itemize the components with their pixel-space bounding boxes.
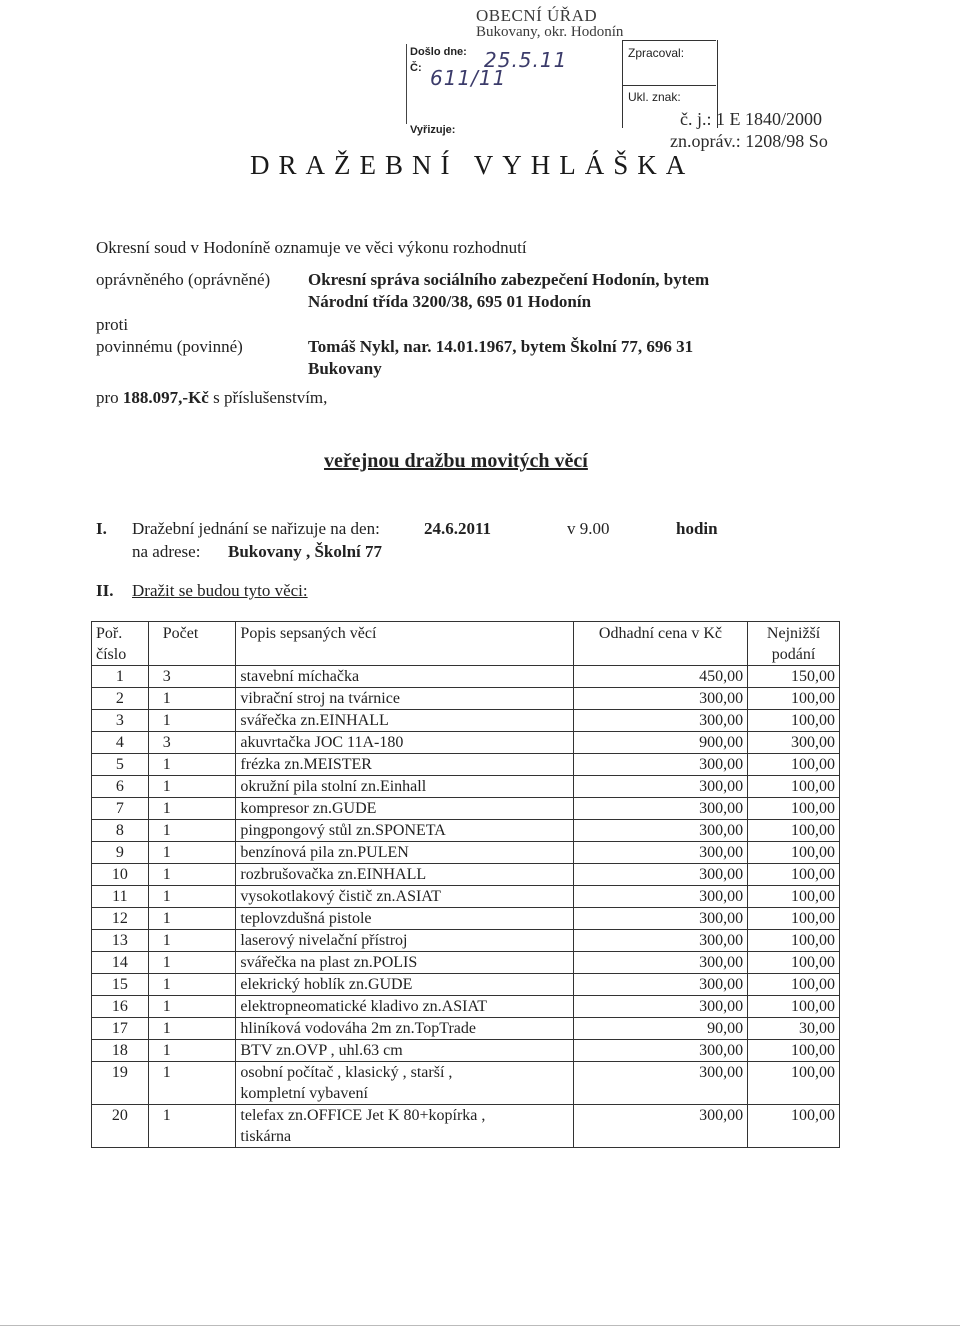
- table-row: [92, 996, 840, 1018]
- cell-description: frézka zn.MEISTER: [236, 754, 573, 776]
- stamp-divider-top: [622, 40, 716, 41]
- cell-count: 1: [148, 798, 236, 820]
- cell-count: 1: [148, 1018, 236, 1040]
- cell-order-number: 2: [92, 688, 149, 710]
- description-line2: kompletní vybavení: [240, 1085, 368, 1102]
- cell-order-number: 18: [92, 1040, 149, 1062]
- cell-description: elektropneomatické kladivo zn.ASIAT: [236, 996, 573, 1018]
- table-row: [92, 710, 840, 732]
- table-row: [92, 930, 840, 952]
- cell-count: 1: [148, 952, 236, 974]
- cell-minimum-bid: 100,00: [748, 952, 840, 974]
- cell-estimated-price: 300,00: [573, 886, 747, 908]
- intro-text: Okresní soud v Hodoníně oznamuje ve věci výkonu rozhodnutí: [96, 238, 527, 257]
- entitled-label: oprávněného (oprávněné): [96, 270, 271, 289]
- cell-order-number: 6: [92, 776, 149, 798]
- cell-description: hliníková vodováha 2m zn.TopTrade: [236, 1018, 573, 1040]
- cell-description: stavební míchačka: [236, 666, 573, 688]
- claim-suffix: s příslušenstvím,: [213, 388, 328, 407]
- table-row: [92, 952, 840, 974]
- cell-count: 1: [148, 1062, 236, 1105]
- stamp-filing-label: Ukl. znak:: [628, 90, 681, 104]
- cell-description: laserový nivelační přístroj: [236, 930, 573, 952]
- cell-minimum-bid: 100,00: [748, 930, 840, 952]
- against-label: proti: [96, 315, 129, 334]
- cell-estimated-price: 300,00: [573, 974, 747, 996]
- cell-description: benzínová pila zn.PULEN: [236, 842, 573, 864]
- auction-time: [567, 519, 610, 539]
- section1-number: I.: [96, 519, 107, 538]
- cell-minimum-bid: 100,00: [748, 798, 840, 820]
- table-row: [92, 864, 840, 886]
- cell-order-number: 15: [92, 974, 149, 996]
- auction-time-value: v 9.00: [567, 519, 610, 538]
- table-row: [92, 886, 840, 908]
- cell-order-number: 5: [92, 754, 149, 776]
- cell-order-number: 11: [92, 886, 149, 908]
- cell-count: 1: [148, 1105, 236, 1148]
- cell-description: elekrický hoblík zn.GUDE: [236, 974, 573, 996]
- cell-order-number: 20: [92, 1105, 149, 1148]
- cell-minimum-bid: 100,00: [748, 864, 840, 886]
- claim-amount: 188.097,-Kč: [122, 388, 209, 407]
- cell-estimated-price: 300,00: [573, 776, 747, 798]
- cell-description: kompresor zn.GUDE: [236, 798, 573, 820]
- auction-date: 24.6.2011: [424, 519, 492, 538]
- cell-estimated-price: 300,00: [573, 996, 747, 1018]
- cell-order-number: 4: [92, 732, 149, 754]
- stamp-ref-number: 611/11: [430, 66, 507, 90]
- cell-estimated-price: 300,00: [573, 930, 747, 952]
- cell-order-number: 13: [92, 930, 149, 952]
- stamp-office-name: OBECNÍ ÚŘAD: [476, 6, 598, 25]
- header-order-number: Poř. číslo: [92, 622, 149, 666]
- header-description: Popis sepsaných věcí: [236, 622, 573, 666]
- table-row: [92, 666, 840, 688]
- cell-description: BTV zn.OVP , uhl.63 cm: [236, 1040, 573, 1062]
- table-row: [92, 908, 840, 930]
- cell-order-number: 12: [92, 908, 149, 930]
- cell-count: 1: [148, 754, 236, 776]
- table-row: [92, 1062, 840, 1105]
- cell-count: 1: [148, 908, 236, 930]
- table-row: [92, 974, 840, 996]
- cell-estimated-price: 300,00: [573, 798, 747, 820]
- section1-label: Dražební jednání se nařizuje na den:: [132, 519, 380, 538]
- cell-count: 1: [148, 996, 236, 1018]
- cell-count: 1: [148, 842, 236, 864]
- cell-estimated-price: 300,00: [573, 820, 747, 842]
- cell-estimated-price: 900,00: [573, 732, 747, 754]
- table-row: [92, 842, 840, 864]
- cell-order-number: 10: [92, 864, 149, 886]
- cell-minimum-bid: 100,00: [748, 1105, 840, 1148]
- cell-description: rozbrušovačka zn.EINHALL: [236, 864, 573, 886]
- cell-minimum-bid: 100,00: [748, 1062, 840, 1105]
- cell-order-number: 8: [92, 820, 149, 842]
- cell-description: [236, 1062, 573, 1105]
- cell-minimum-bid: 100,00: [748, 886, 840, 908]
- cell-description: [236, 1105, 573, 1148]
- stamp-processed-label: Zpracoval:: [628, 46, 685, 60]
- cell-estimated-price: 300,00: [573, 1040, 747, 1062]
- cell-description: akuvrtačka JOC 11A-180: [236, 732, 573, 754]
- table-row: [92, 1018, 840, 1040]
- cell-count: 3: [148, 732, 236, 754]
- cell-description: vibrační stroj na tvárnice: [236, 688, 573, 710]
- table-row: [92, 820, 840, 842]
- claim-prefix: pro: [96, 388, 119, 407]
- cell-description: pingpongový stůl zn.SPONETA: [236, 820, 573, 842]
- cell-estimated-price: 300,00: [573, 1105, 747, 1148]
- cell-count: 1: [148, 776, 236, 798]
- cell-minimum-bid: 100,00: [748, 710, 840, 732]
- header-minimum-bid: Nejnižší podání: [748, 622, 840, 666]
- section2-label: Dražit se budou tyto věci:: [132, 581, 308, 600]
- stamp-attachments-label: Vyřizuje:: [410, 124, 456, 136]
- cell-count: 1: [148, 886, 236, 908]
- page-bottom-rule: [0, 1325, 960, 1326]
- cell-order-number: 1: [92, 666, 149, 688]
- cell-minimum-bid: 100,00: [748, 820, 840, 842]
- stamp-location: Bukovany, okr. Hodonín: [476, 24, 624, 40]
- section2-number: II.: [96, 581, 114, 600]
- document-title: DRAŽEBNÍ VYHLÁŠKA: [250, 150, 695, 180]
- cell-minimum-bid: 100,00: [748, 974, 840, 996]
- cell-estimated-price: 90,00: [573, 1018, 747, 1040]
- cell-order-number: 17: [92, 1018, 149, 1040]
- table-row: [92, 1105, 840, 1148]
- cell-count: 1: [148, 930, 236, 952]
- cell-order-number: 3: [92, 710, 149, 732]
- cell-estimated-price: 300,00: [573, 1062, 747, 1105]
- cell-order-number: 14: [92, 952, 149, 974]
- cell-description: svářečka na plast zn.POLIS: [236, 952, 573, 974]
- description-line1: telefax zn.OFFICE Jet K 80+kopírka ,: [240, 1107, 486, 1124]
- cell-estimated-price: 300,00: [573, 908, 747, 930]
- description-line2: tiskárna: [240, 1128, 292, 1145]
- cell-minimum-bid: 150,00: [748, 666, 840, 688]
- cell-order-number: 7: [92, 798, 149, 820]
- enforcement-number: zn.opráv.: 1208/98 So: [670, 131, 828, 151]
- cell-minimum-bid: 100,00: [748, 776, 840, 798]
- table-row: [92, 732, 840, 754]
- auction-heading: veřejnou dražbu movitých věcí: [324, 450, 588, 472]
- cell-minimum-bid: 30,00: [748, 1018, 840, 1040]
- entitled-party-line1: Okresní správa sociálního zabezpečení Hodonín, bytem: [308, 270, 710, 289]
- cell-count: 1: [148, 1040, 236, 1062]
- cell-estimated-price: 300,00: [573, 688, 747, 710]
- cell-minimum-bid: 100,00: [748, 754, 840, 776]
- entitled-party-line2: Národní třída 3200/38, 695 01 Hodonín: [308, 292, 592, 311]
- claim-line: [96, 388, 327, 408]
- table-row: [92, 776, 840, 798]
- cell-count: 1: [148, 688, 236, 710]
- stamp-received-date: 25.5.11: [484, 48, 568, 72]
- stamp-ref-label: Č:: [410, 62, 422, 74]
- cell-description: okružní pila stolní zn.Einhall: [236, 776, 573, 798]
- cell-estimated-price: 300,00: [573, 754, 747, 776]
- cell-estimated-price: 450,00: [573, 666, 747, 688]
- table-header-row: [92, 622, 840, 666]
- case-number: č. j.: 1 E 1840/2000: [680, 109, 822, 129]
- obliged-party-line2: Bukovany: [308, 359, 382, 378]
- cell-minimum-bid: 100,00: [748, 842, 840, 864]
- cell-minimum-bid: 300,00: [748, 732, 840, 754]
- table-row: [92, 754, 840, 776]
- obliged-label: povinnému (povinné): [96, 337, 243, 356]
- items-table: [91, 621, 840, 1148]
- stamp-received-label: Došlo dne:: [410, 46, 467, 58]
- cell-description: svářečka zn.EINHALL: [236, 710, 573, 732]
- cell-minimum-bid: 100,00: [748, 996, 840, 1018]
- table-row: [92, 1040, 840, 1062]
- cell-order-number: 9: [92, 842, 149, 864]
- cell-order-number: 16: [92, 996, 149, 1018]
- cell-count: 1: [148, 820, 236, 842]
- obliged-party-line1: Tomáš Nykl, nar. 14.01.1967, bytem Školní 77, 696 31: [308, 337, 694, 356]
- cell-order-number: 19: [92, 1062, 149, 1105]
- cell-estimated-price: 300,00: [573, 952, 747, 974]
- cell-minimum-bid: 100,00: [748, 908, 840, 930]
- cell-description: vysokotlakový čistič zn.ASIAT: [236, 886, 573, 908]
- description-line1: osobní počítač , klasický , starší ,: [240, 1064, 453, 1081]
- cell-count: 1: [148, 710, 236, 732]
- cell-minimum-bid: 100,00: [748, 688, 840, 710]
- header-estimated-price: Odhadní cena v Kč: [573, 622, 747, 666]
- cell-count: 1: [148, 864, 236, 886]
- stamp-border-left: [406, 44, 407, 124]
- cell-description: teplovzdušná pistole: [236, 908, 573, 930]
- address-label: na adrese:: [132, 542, 201, 561]
- table-row: [92, 798, 840, 820]
- auction-hours-label: hodin: [676, 519, 718, 538]
- cell-count: 1: [148, 974, 236, 996]
- stamp-divider-mid: [622, 85, 716, 86]
- auction-address: Bukovany , Školní 77: [228, 542, 383, 561]
- table-row: [92, 688, 840, 710]
- cell-estimated-price: 300,00: [573, 864, 747, 886]
- header-count: Počet: [148, 622, 236, 666]
- cell-count: 3: [148, 666, 236, 688]
- cell-estimated-price: 300,00: [573, 710, 747, 732]
- cell-minimum-bid: 100,00: [748, 1040, 840, 1062]
- cell-estimated-price: 300,00: [573, 842, 747, 864]
